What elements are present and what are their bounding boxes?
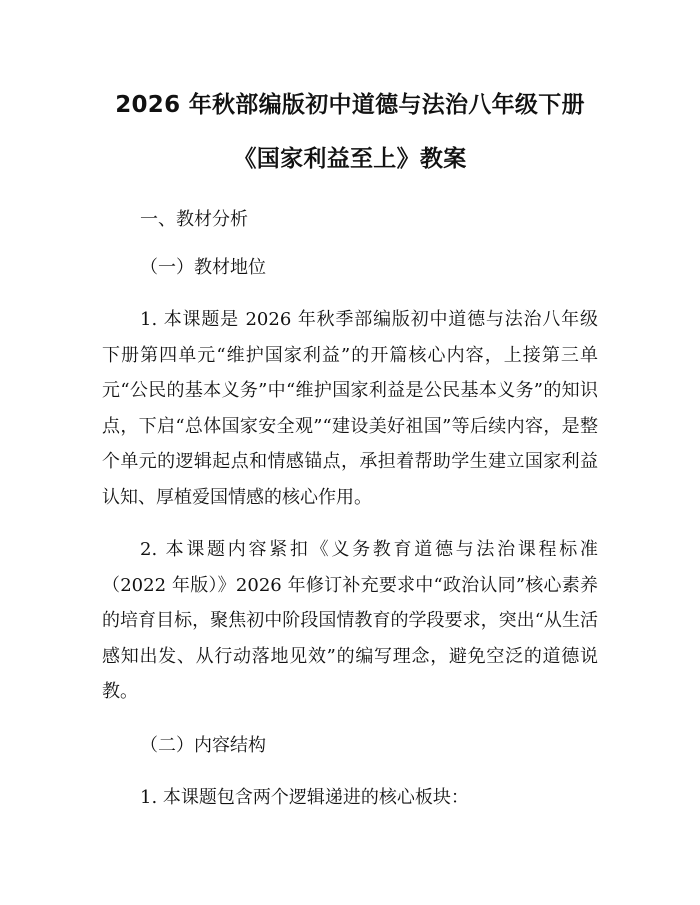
- paragraph-1: 1. 本课题是 2026 年秋季部编版初中道德与法治八年级下册第四单元“维护国家利益”的开篇核心内容，上接第三单元“公民的基本义务”中“维护国家利益是公民基本义务”的知识点，下启“总体国家安全观”“建设美好祖国”等后续内容，是整个单元的逻辑起点和情感锚点，承担着帮助学生建立国家利益认知、厚植爱国情感的核心作用。: [102, 309, 598, 508]
- title-line-1: 2026 年秋部编版初中道德与法治八年级下册: [115, 92, 585, 118]
- document-title: [102, 86, 598, 178]
- title-line-2: 《国家利益至上》教案: [233, 146, 467, 172]
- paragraph-3: 1. 本课题包含两个逻辑递进的核心板块：: [140, 786, 469, 808]
- section-heading-textbook-analysis: 一、教材分析: [140, 209, 248, 230]
- subsection-heading-content-structure: （二）内容结构: [140, 734, 266, 756]
- paragraph-2: 2. 本课题内容紧扣《义务教育道德与法治课程标准（2022 年版）》2026 年修订补充要求中“政治认同”核心素养的培育目标，聚焦初中阶段国情教育的学段要求，突出“从生活感知出发、从行动落地见效”的编写理念，避免空泛的道德说教。: [102, 539, 598, 702]
- subsection-heading-textbook-status: （一）教材地位: [140, 257, 266, 278]
